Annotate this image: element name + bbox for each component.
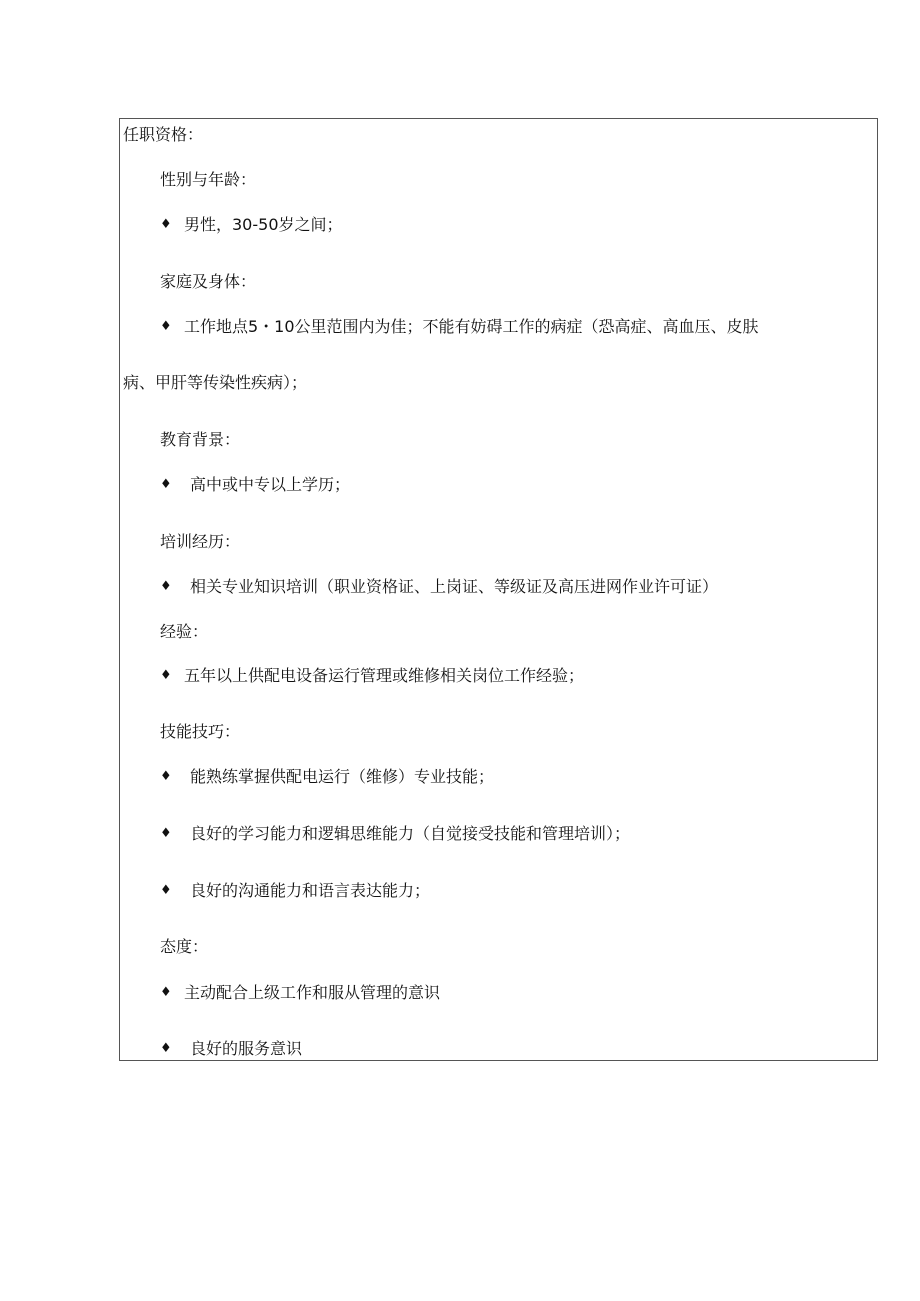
item-family-health-line2: 病、甲肝等传染性疾病）；: [123, 373, 308, 392]
bullet-icon: ♦: [160, 769, 172, 784]
heading-skills: 技能技巧：: [160, 722, 241, 741]
item-family-health-line1: 工作地点5・10公里范围内为佳；不能有妨碍工作的病症（恐高症、高血压、皮肤: [184, 317, 759, 336]
heading-family-health: 家庭及身体：: [160, 272, 257, 291]
heading-experience: 经验：: [160, 622, 209, 641]
heading-education: 教育背景：: [160, 430, 241, 449]
heading-training: 培训经历：: [160, 532, 241, 551]
bullet-icon: ♦: [160, 985, 172, 1000]
item-experience: 五年以上供配电设备运行管理或维修相关岗位工作经验；: [184, 666, 585, 685]
bullet-icon: ♦: [160, 579, 172, 594]
bullet-icon: ♦: [160, 319, 172, 334]
item-training: 相关专业知识培训（职业资格证、上岗证、等级证及高压进网作业许可证）: [190, 577, 719, 596]
heading-attitude: 态度：: [160, 937, 209, 956]
bullet-icon: ♦: [160, 1041, 172, 1056]
bullet-icon: ♦: [160, 668, 172, 683]
bullet-icon: ♦: [160, 826, 172, 841]
item-skills-2: 良好的学习能力和逻辑思维能力（自觉接受技能和管理培训）；: [190, 824, 631, 843]
item-attitude-1: 主动配合上级工作和服从管理的意识: [184, 983, 441, 1002]
bullet-icon: ♦: [160, 217, 172, 232]
bullet-icon: ♦: [160, 477, 172, 492]
section-title: 任职资格：: [123, 125, 204, 144]
item-skills-1: 能熟练掌握供配电运行（维修）专业技能；: [190, 767, 495, 786]
item-education: 高中或中专以上学历；: [190, 475, 351, 494]
bullet-icon: ♦: [160, 883, 172, 898]
item-skills-3: 良好的沟通能力和语言表达能力；: [190, 881, 431, 900]
heading-gender-age: 性别与年龄：: [160, 170, 257, 189]
item-attitude-2: 良好的服务意识: [190, 1039, 303, 1058]
item-gender-age: 男性，30-50岁之间；: [184, 215, 343, 234]
